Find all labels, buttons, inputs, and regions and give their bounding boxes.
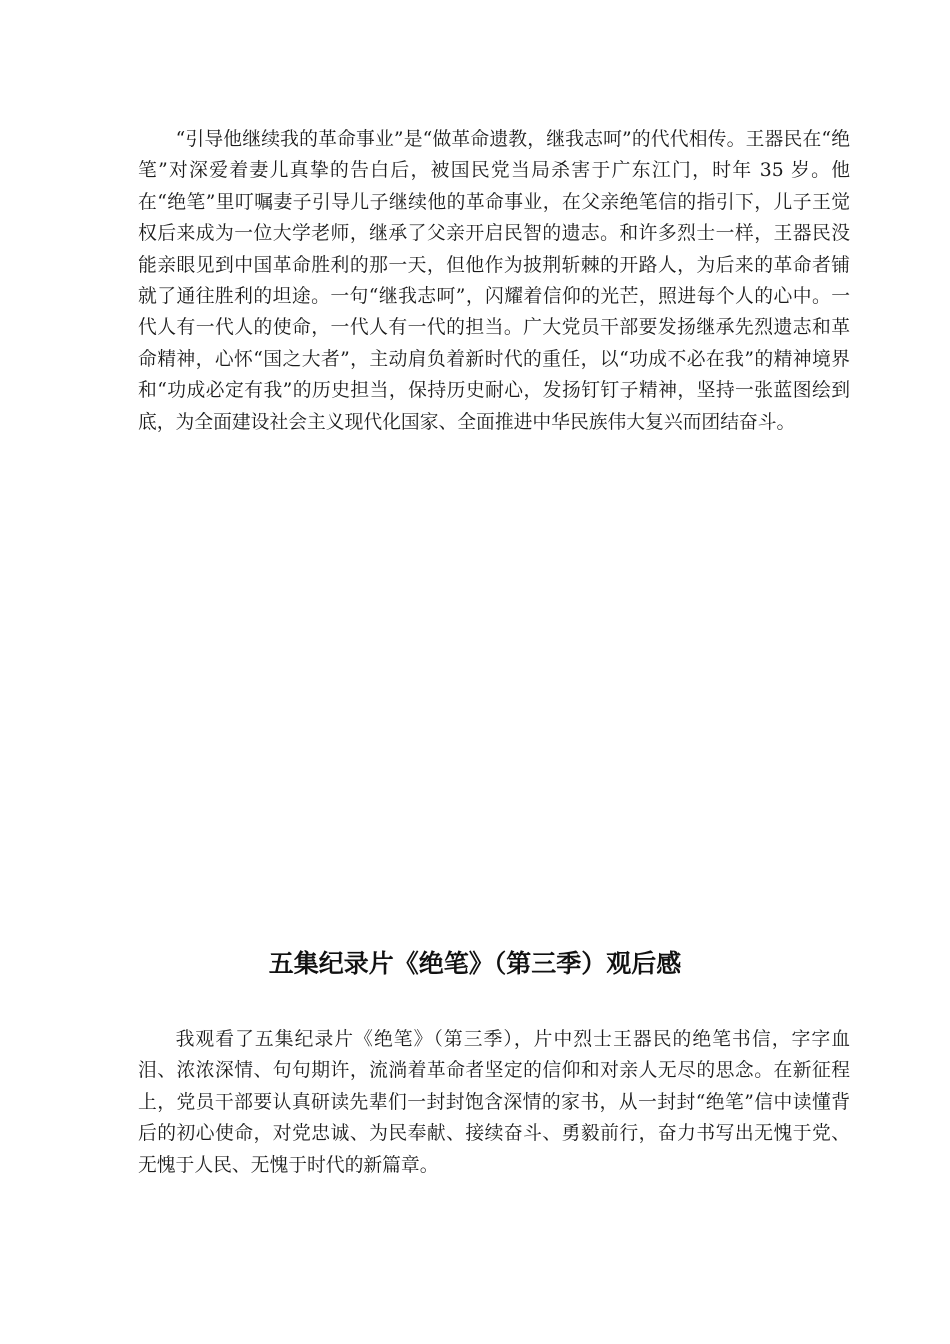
essay-title: 五集纪录片《绝笔》（第三季）观后感 (268, 949, 682, 978)
body-paragraph: “引导他继续我的革命事业”是“做革命遗教，继我志呵”的代代相传。王器民在“绝笔”对深爱着妻儿真挚的告白后，被国民党当局杀害于广东江门，时年 35 岁。他在“绝笔”里叮嘱妻子引导儿子继续他的革命事业，在父亲绝笔信的指引下，儿子王觉权后来成为一位大学老师，继承了父亲开启民智的遗志。和许多烈士一样，王器民没能亲眼见到中国革命胜利的那一天，但他作为披荆斩棘的开路人，为后来的革命者铺就了通往胜利的坦途。一句“继我志呵”，闪耀着信仰的光芒，照进每个人的心中。一代人有一代人的使命，一代人有一代的担当。广大党员干部要发扬继承先烈遗志和革命精神，心怀“国之大者”，主动肩负着新时代的重任，以“功成不必在我”的精神境界和“功成必定有我”的历史担当，保持历史耐心，发扬钉钉子精神，坚持一张蓝图绘到底，为全面建设社会主义现代化国家、全面推进中华民族伟大复兴而团结奋斗。 (138, 129, 850, 433)
body-paragraph: 我观看了五集纪录片《绝笔》（第三季），片中烈士王器民的绝笔书信，字字血泪、浓浓深情、句句期许，流淌着革命者坚定的信仰和对亲人无尽的思念。在新征程上，党员干部要认真研读先辈们一封封饱含深情的家书，从一封封“绝笔”信中读懂背后的初心使命，对党忠诚、为民奉献、接续奋斗、勇毅前行，奋力书写出无愧于党、无愧于人民、无愧于时代的新篇章。 (138, 1029, 850, 1176)
